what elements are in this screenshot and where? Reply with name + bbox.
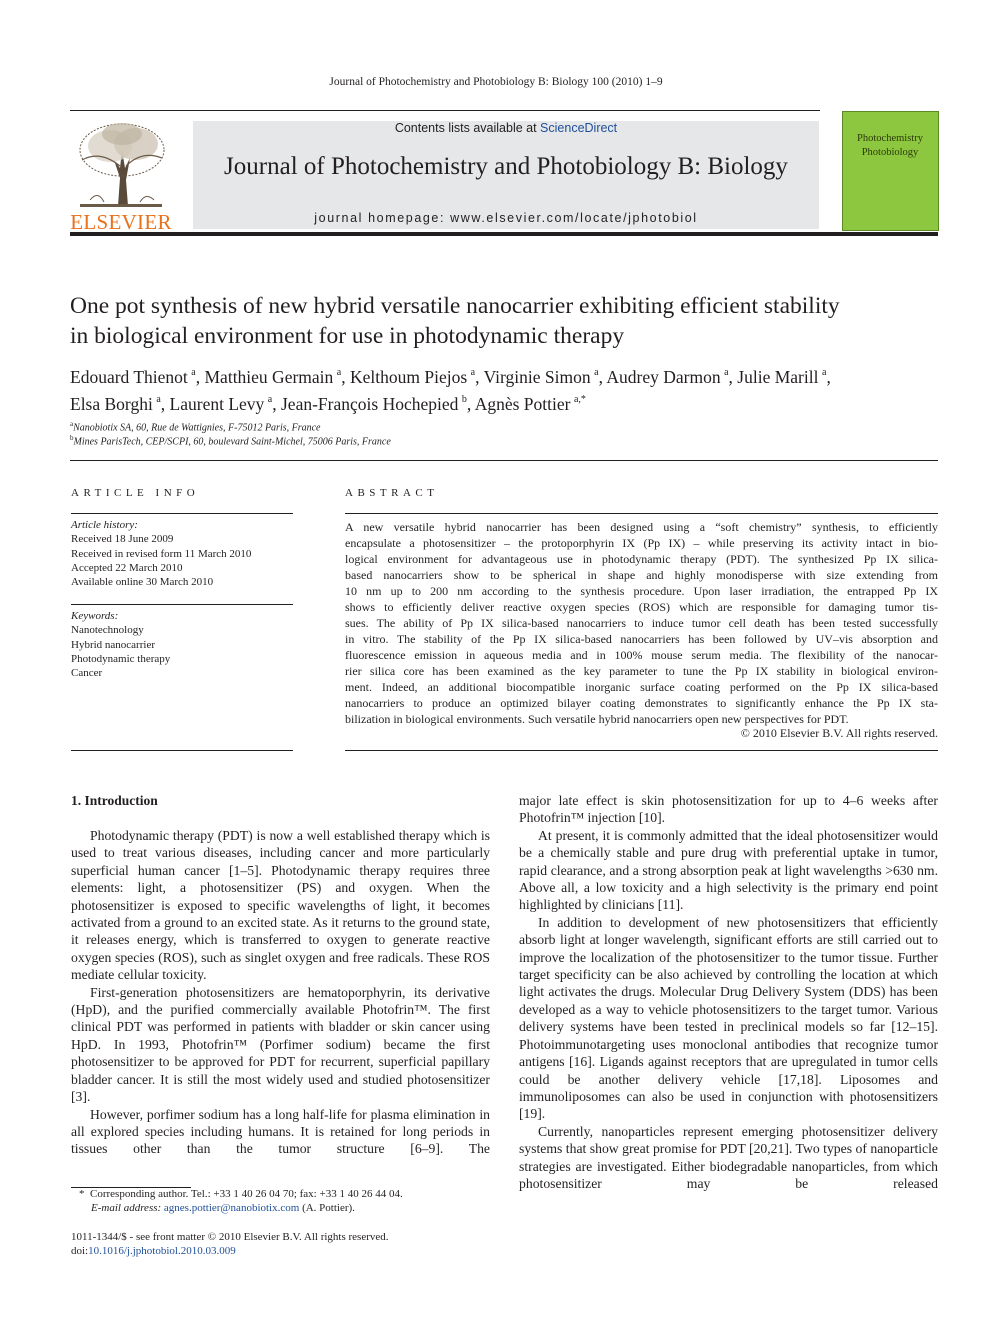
author-name: Edouard Thienot (70, 366, 188, 387)
corresponding-author-text: Corresponding author. Tel.: +33 1 40 26 04 70; fax: +33 1 40 26 44 04. (90, 1188, 403, 1200)
masthead-bottom-rule (70, 232, 938, 236)
history-item: Received in revised form 11 March 2010 (71, 547, 252, 560)
author-name: Agnès Pottier (474, 393, 571, 414)
author-affiliation-mark: a (336, 367, 342, 378)
body-paragraph: Currently, nanoparticles represent emerging photosensitizer delivery systems that show great promise for PDT [20,21]. Two types of nanoparticle strategies are investigated. Either biodegradable nanoparticles, from which photosensitizer may be released (519, 1123, 938, 1191)
email-label: E-mail address: (91, 1202, 164, 1214)
footnote-mark: * (79, 1188, 85, 1200)
article-history-heading: Article history: (71, 519, 138, 531)
article-info-rule (71, 513, 293, 514)
article-info-bottom-rule (71, 750, 293, 751)
masthead-top-rule (70, 110, 820, 111)
issn-line: 1011-1344/$ - see front matter © 2010 Elsevier B.V. All rights reserved. (71, 1231, 389, 1243)
author-affiliation-mark: a (821, 367, 827, 378)
abstract-heading: ABSTRACT (345, 487, 439, 499)
article-info-heading: ARTICLE INFO (71, 487, 200, 499)
introduction-heading: 1. Introduction (71, 793, 158, 808)
homepage-prefix: journal homepage: (314, 211, 451, 225)
elsevier-wordmark: ELSEVIER (70, 210, 172, 234)
body-paragraph: However, porfimer sodium has a long half-life for plasma elimination in all explored species including humans. It is retained for long periods in tissues other than the tumor structure [6–9]. The (71, 1106, 490, 1157)
abstract-line: in vitro. The stability of the Pp IX silica-based nanocarriers has been followed by UV–vis absorption and (345, 632, 938, 646)
author[interactable] (737, 367, 826, 387)
abstract-line: bilization in biological environments. Such versatile hybrid nanocarriers open new perspectives for PDT. (345, 712, 849, 726)
body-paragraph: Photodynamic therapy (PDT) is now a well established therapy which is used to treat various diseases, including cancer and more particularly superficial human cancer [1–5]. Photodynamic therapy requires three elements: light, a photosensitizer (PS) and oxygen. When the photosensitizer is exposed to specific wavelengths of light, it becomes activated from a ground to an excited state. As it returns to the ground state, it releases energy, which is transferred to oxygen to generate reactive oxygen species (ROS), such as singlet oxygen and free radicals. These ROS mediate cellular toxicity. (71, 828, 490, 983)
abstract-line: sues. The ability of Pp IX silica-based nanocarriers to induce tumor cell death has been tested successfully (345, 616, 938, 630)
abstract-line: encapsulate a photosensitizer – the protoporphyrin IX (Pp IX) – while preserving its activity intact in bio- (345, 536, 938, 550)
author-affiliation-mark: a (267, 393, 273, 405)
author[interactable] (70, 367, 196, 387)
author-affiliation-mark: b (461, 393, 467, 405)
author-affiliation-mark: a (594, 367, 599, 378)
abstract-line: 10 nm up to 200 nm according to the synthesis procedure. Upon laser irradiation, the entrapped Pp IX (345, 584, 938, 598)
author-affiliation-mark: a (724, 367, 729, 378)
author[interactable] (170, 394, 273, 414)
journal-cover-thumbnail (842, 111, 939, 231)
journal-name: Journal of Photochemistry and Photobiology B: Biology (224, 153, 788, 180)
abstract-line: fluorescence emission in aqueous media and in 100% mouse serum media. The flexibility of the nanocar- (345, 648, 938, 662)
header-divider (70, 460, 938, 461)
author-email-link[interactable]: agnes.pottier@nanobiotix.com (163, 1202, 300, 1214)
history-item: Received 18 June 2009 (71, 533, 174, 546)
body-left-column (71, 827, 490, 1158)
author-list: Edouard Thienot $^a$, Matthieu Germain $^a$, Kelthoum Piejos $^a$, Virginie Simon $^a$, Audrey Darmon $^a$, Julie Marill $^a$, Elsa Borghi $^a$, Laurent Levy $^a$, Jean-François Hochepied $^b$, Agnès Pottier $^{a,*}$ (70, 366, 831, 414)
contents-line (193, 121, 819, 135)
author-name: Kelthoum Piejos (350, 366, 468, 387)
affiliation-text: Nanobiotix SA, 60, Rue de Wattignies, F-75012 Paris, France (73, 422, 321, 434)
author-name: Elsa Borghi (70, 393, 153, 414)
article-title-line-2: in biological environment for use in photodynamic therapy (70, 323, 625, 349)
affiliation-text: Mines ParisTech, CEP/SCPI, 60, boulevard Saint-Michel, 75006 Paris, France (73, 436, 391, 448)
abstract-line: nanocarriers to produce an optimized bilayer coating demonstrates to significantly enhance the Pp IX sta- (345, 696, 938, 710)
author-affiliation-mark: a (470, 367, 476, 378)
author-name: Jean-François Hochepied (281, 393, 459, 414)
keyword-list (71, 623, 293, 680)
author-name: Laurent Levy (169, 393, 265, 414)
cover-title (846, 132, 934, 160)
corresponding-author-footnote (71, 1187, 491, 1215)
article-history-list (71, 532, 293, 589)
author[interactable] (281, 394, 467, 414)
article-title-line-1: One pot synthesis of new hybrid versatile nanocarrier exhibiting efficient stability (70, 293, 840, 319)
author[interactable] (475, 394, 586, 414)
doi-label: doi: (71, 1245, 89, 1257)
abstract-rule (345, 513, 938, 514)
sciencedirect-link[interactable]: ScienceDirect (540, 121, 618, 135)
keyword: Nanotechnology (71, 624, 144, 637)
keyword: Hybrid nanocarrier (71, 638, 155, 651)
author-affiliation-mark: a (191, 367, 196, 378)
abstract-line: A new versatile hybrid nanocarrier has been designed using a “soft chemistry” synthesis, to efficiently (345, 520, 938, 534)
author-name: Virginie Simon (483, 366, 591, 387)
article-history (71, 518, 293, 589)
author[interactable] (70, 394, 161, 414)
keywords-block (71, 609, 293, 680)
author-name: Julie Marill (737, 366, 819, 387)
keyword: Photodynamic therapy (71, 652, 171, 665)
author[interactable] (350, 367, 475, 387)
author-name: Matthieu Germain (204, 366, 334, 387)
contents-prefix: Contents lists available at (394, 121, 541, 135)
abstract-body (345, 519, 938, 727)
body-paragraph: major late effect is skin photosensitization for up to 4–6 weeks after Photofrin™ injection [10]. (519, 793, 938, 826)
abstract-line: shows to efficiently deliver reactive oxygen species (ROS) which are responsible for damaging tumor tis- (345, 600, 938, 614)
article-title (70, 291, 940, 351)
abstract-line: logical environment for advantageous use in photodynamic therapy (PDT). The synthesized Pp IX silica- (345, 552, 938, 566)
keywords-rule (71, 604, 293, 605)
affiliation-mark: b (70, 434, 74, 442)
author-affiliation-mark: a,* (573, 393, 586, 405)
affiliation-b (70, 432, 940, 448)
journal-homepage (193, 211, 819, 225)
author[interactable] (484, 367, 599, 387)
homepage-link[interactable]: www.elsevier.com/locate/jphotobiol (450, 211, 698, 225)
doi-link[interactable]: 10.1016/j.jphotobiol.2010.03.009 (88, 1245, 236, 1257)
abstract-line: based nanocarriers show to be spherical in shape and highly monodisperse with size extending from (345, 568, 938, 582)
abstract-bottom-rule (345, 750, 938, 751)
abstract-copyright: © 2010 Elsevier B.V. All rights reserved. (740, 726, 938, 740)
body-paragraph: At present, it is commonly admitted that the ideal photosensitizer would be a chemically stable and pure drug with preferential uptake in tumor, rapid clearance, and a strong absorption peak at light wavelengths >630 nm. Above all, a low toxicity and a high selectivity is the primary end point highlighted by clinicians [11]. (519, 827, 938, 913)
history-item: Accepted 22 March 2010 (71, 561, 183, 574)
cover-title-line-1: Photochemistry (857, 133, 923, 144)
body-paragraph: First-generation photosensitizers are hematoporphyrin, its derivative (HpD), and the purified commercially available Photofrin™. The first clinical PDT was performed in patients with bladder or skin cancer using HpD. In 1993, Photofrin™ (Porfimer sodium) became the first photosensitizer to be approved for PDT for recurrent, superficial papillary bladder cancer. It is still the most widely used and studied photosensitizer [3]. (71, 984, 490, 1105)
author-name: Audrey Darmon (606, 366, 721, 387)
author-affiliation-mark: a (156, 393, 161, 405)
body-right-column (519, 792, 938, 1192)
keywords-heading: Keywords: (71, 610, 119, 622)
body-paragraph: In addition to development of new photosensitizers that efficiently absorb light at longer wavelength, significant efforts are still carried out to improve the localization of the photosensitizer to the tumor tissue. Further target specificity can be also achieved by controlling the location at which light activates the drugs. Molecular Drug Delivery System (DDS) has been developed as a way to vehicle photosensitizers to the target tumor. Various delivery systems have been tested in preclinical models so far [12–15]. Photoimmunotargeting uses monoclonal antibodies that recognize tumor antigens [16]. Ligands against receptors that are upregulated in tumor cells could be another delivery vehicle [17,18]. Liposomes and immunoliposomes can also be used in conjunction with photosensitizers [19]. (519, 914, 938, 1122)
abstract-line: ment. Indeed, an additional biocompatible inorganic surface coating performed on the Pp IX silica-based (345, 680, 938, 694)
keyword: Cancer (71, 667, 103, 680)
author[interactable] (205, 367, 342, 387)
front-matter (71, 1230, 491, 1258)
cover-title-line-2: Photobiology (861, 147, 919, 158)
email-suffix: (A. Pottier). (299, 1202, 355, 1214)
affiliation-mark: a (70, 420, 74, 428)
abstract-line: rier silica core has been examined as the key parameter to tune the Pp IX stability in biological environ- (345, 664, 938, 678)
author[interactable] (606, 367, 728, 387)
history-item: Available online 30 March 2010 (71, 576, 214, 589)
running-head: Journal of Photochemistry and Photobiology B: Biology 100 (2010) 1–9 (329, 76, 663, 88)
